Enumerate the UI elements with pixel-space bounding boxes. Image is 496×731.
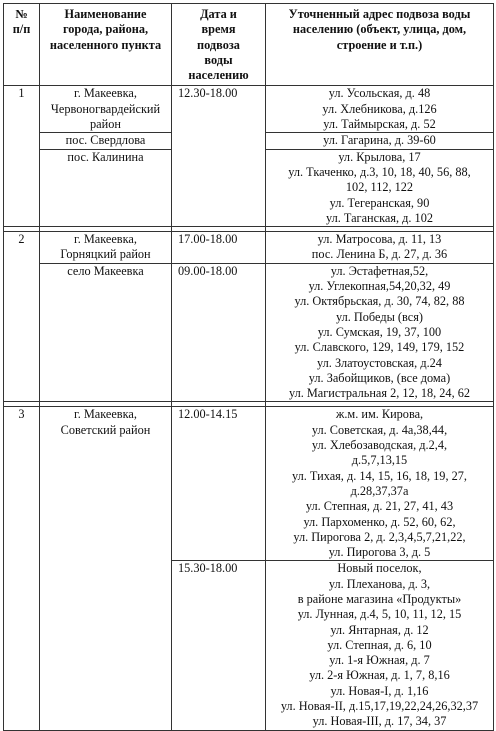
- address-line: пос. Ленина Б, д. 27, д. 36: [311, 247, 448, 262]
- time-cell: 17.00-18.00: [172, 232, 266, 264]
- address-line: ул. Сумская, 19, 37, 100: [317, 324, 442, 339]
- place-line: пос. Калинина: [67, 149, 144, 164]
- place-line: пос. Свердлова: [65, 133, 146, 148]
- address-line: ул. Таганская, д. 102: [326, 210, 433, 225]
- address-line: ул. Тихая, д. 14, 15, 16, 18, 19, 27,: [292, 468, 467, 483]
- address-line: ул. Янтарная, д. 12: [330, 622, 429, 637]
- address-line: ул. Забойщиков, (все дома): [308, 370, 451, 385]
- header-address-line: строение и т.п.): [336, 37, 423, 52]
- row-number: 1: [4, 86, 40, 227]
- row-number: 3: [4, 407, 40, 730]
- header-time-line: воды: [204, 52, 233, 67]
- address-line: д.28,37,37а: [350, 483, 409, 498]
- address-line: ул. Советская, д. 4а,38,44,: [311, 422, 448, 437]
- address-line: ул. Ткаченко, д.3, 10, 18, 40, 56, 88,: [288, 164, 471, 179]
- address-line: ул. 1-я Южная, д. 7: [329, 653, 430, 668]
- header-row: [4, 4, 494, 86]
- address-cell: [266, 133, 494, 149]
- address-cell: [266, 86, 494, 133]
- address-line: ул. Пархоменко, д. 52, 60, 62,: [303, 514, 456, 529]
- address-cell: [266, 232, 494, 264]
- address-line: ул. Новая-II, д.15,17,19,22,24,26,32,37: [280, 699, 479, 714]
- address-line: ул. Победы (вся): [336, 309, 423, 324]
- address-cell: [266, 263, 494, 402]
- place-cell: [40, 86, 172, 133]
- header-time-line: время: [201, 22, 236, 37]
- address-cell: [266, 149, 494, 226]
- header-time-line: населению: [188, 68, 249, 83]
- place-line: село Макеевка: [67, 263, 144, 278]
- time-cell: 12.00-14.15: [172, 407, 266, 561]
- address-line: ул. Матросова, д. 11, 13: [317, 232, 442, 247]
- water-delivery-schedule: [3, 3, 494, 731]
- place-cell: [40, 133, 172, 149]
- address-cell: [266, 561, 494, 730]
- address-line: ул. Златоустовская, д.24: [317, 355, 442, 370]
- address-line: 102, 112, 122: [345, 180, 414, 195]
- header-place-line: населенного пункта: [49, 37, 162, 52]
- header-place-line: Наименование: [64, 7, 147, 21]
- address-line: ул. Магистральная 2, 12, 18, 24, 62: [288, 386, 471, 401]
- address-line: ул. Плеханова, д. 3,: [328, 576, 431, 591]
- place-cell: [40, 263, 172, 402]
- header-time-line: Дата и: [200, 7, 237, 21]
- table-row: [4, 263, 494, 402]
- place-cell: [40, 232, 172, 264]
- header-num: [4, 4, 40, 86]
- place-line: г. Макеевка,: [74, 86, 137, 101]
- header-place-line: города, района,: [62, 22, 149, 37]
- place-line: г. Макеевка,: [74, 232, 137, 247]
- time-cell: 12.30-18.00: [172, 86, 266, 227]
- header-address-line: населению (объект, улица, дом,: [292, 22, 467, 37]
- header-address: [266, 4, 494, 86]
- place-line: Червоногвардейский: [50, 101, 161, 116]
- time-cell: 09.00-18.00: [172, 263, 266, 402]
- header-num-line: №: [15, 7, 28, 21]
- address-line: ул. Таймырская, д. 52: [323, 117, 436, 132]
- address-line: д.5,7,13,15: [351, 453, 408, 468]
- place-cell: [40, 407, 172, 730]
- place-line: г. Макеевка,: [74, 407, 137, 422]
- address-line: ж.м. им. Кирова,: [335, 407, 424, 422]
- address-line: ул. Эстафетная,52,: [330, 263, 429, 278]
- address-line: ул. Октябрьская, д. 30, 74, 82, 88: [294, 294, 465, 309]
- schedule-table: [3, 3, 494, 731]
- table-row: [4, 407, 494, 561]
- header-address-line: Уточненный адрес подвоза воды: [288, 7, 471, 21]
- place-line: Горняцкий район: [60, 247, 151, 262]
- address-line: ул. Славского, 129, 149, 179, 152: [294, 340, 465, 355]
- header-place: [40, 4, 172, 86]
- address-line: ул. Хлебникова, д.126: [322, 101, 437, 116]
- address-cell: [266, 407, 494, 561]
- address-line: ул. Лунная, д.4, 5, 10, 11, 12, 15: [297, 607, 462, 622]
- address-line: ул. Гагарина, д. 39-60: [323, 133, 436, 148]
- header-time-line: подвоза: [197, 37, 240, 52]
- time-cell: 15.30-18.00: [172, 561, 266, 730]
- header-time: [172, 4, 266, 86]
- address-line: ул. Новая-III, д. 17, 34, 37: [312, 714, 447, 729]
- place-cell: [40, 149, 172, 226]
- table-row: [4, 86, 494, 133]
- place-line: район: [90, 117, 121, 132]
- address-line: ул. Усольская, д. 48: [328, 86, 431, 101]
- row-number: 2: [4, 232, 40, 402]
- address-line: ул. Крылова, 17: [338, 149, 421, 164]
- address-line: ул. Степная, д. 6, 10: [327, 637, 432, 652]
- address-line: ул. Пирогова 2, д. 2,3,4,5,7,21,22,: [293, 529, 466, 544]
- address-line: ул. 2-я Южная, д. 1, 7, 8,16: [309, 668, 450, 683]
- place-line: Советский район: [60, 422, 151, 437]
- address-line: ул. Новая-I, д. 1,16: [330, 683, 429, 698]
- header-num-line: п/п: [12, 22, 31, 37]
- address-line: в районе магазина «Продукты»: [297, 591, 462, 606]
- address-line: ул. Тегеранская, 90: [329, 195, 430, 210]
- address-line: ул. Углекопная,54,20,32, 49: [308, 279, 451, 294]
- address-line: ул. Хлебозаводская, д.2,4,: [311, 438, 448, 453]
- table-row: [4, 232, 494, 264]
- address-line: ул. Пирогова 3, д. 5: [328, 545, 431, 560]
- address-line: ул. Степная, д. 21, 27, 41, 43: [305, 499, 454, 514]
- address-line: Новый поселок,: [337, 561, 422, 576]
